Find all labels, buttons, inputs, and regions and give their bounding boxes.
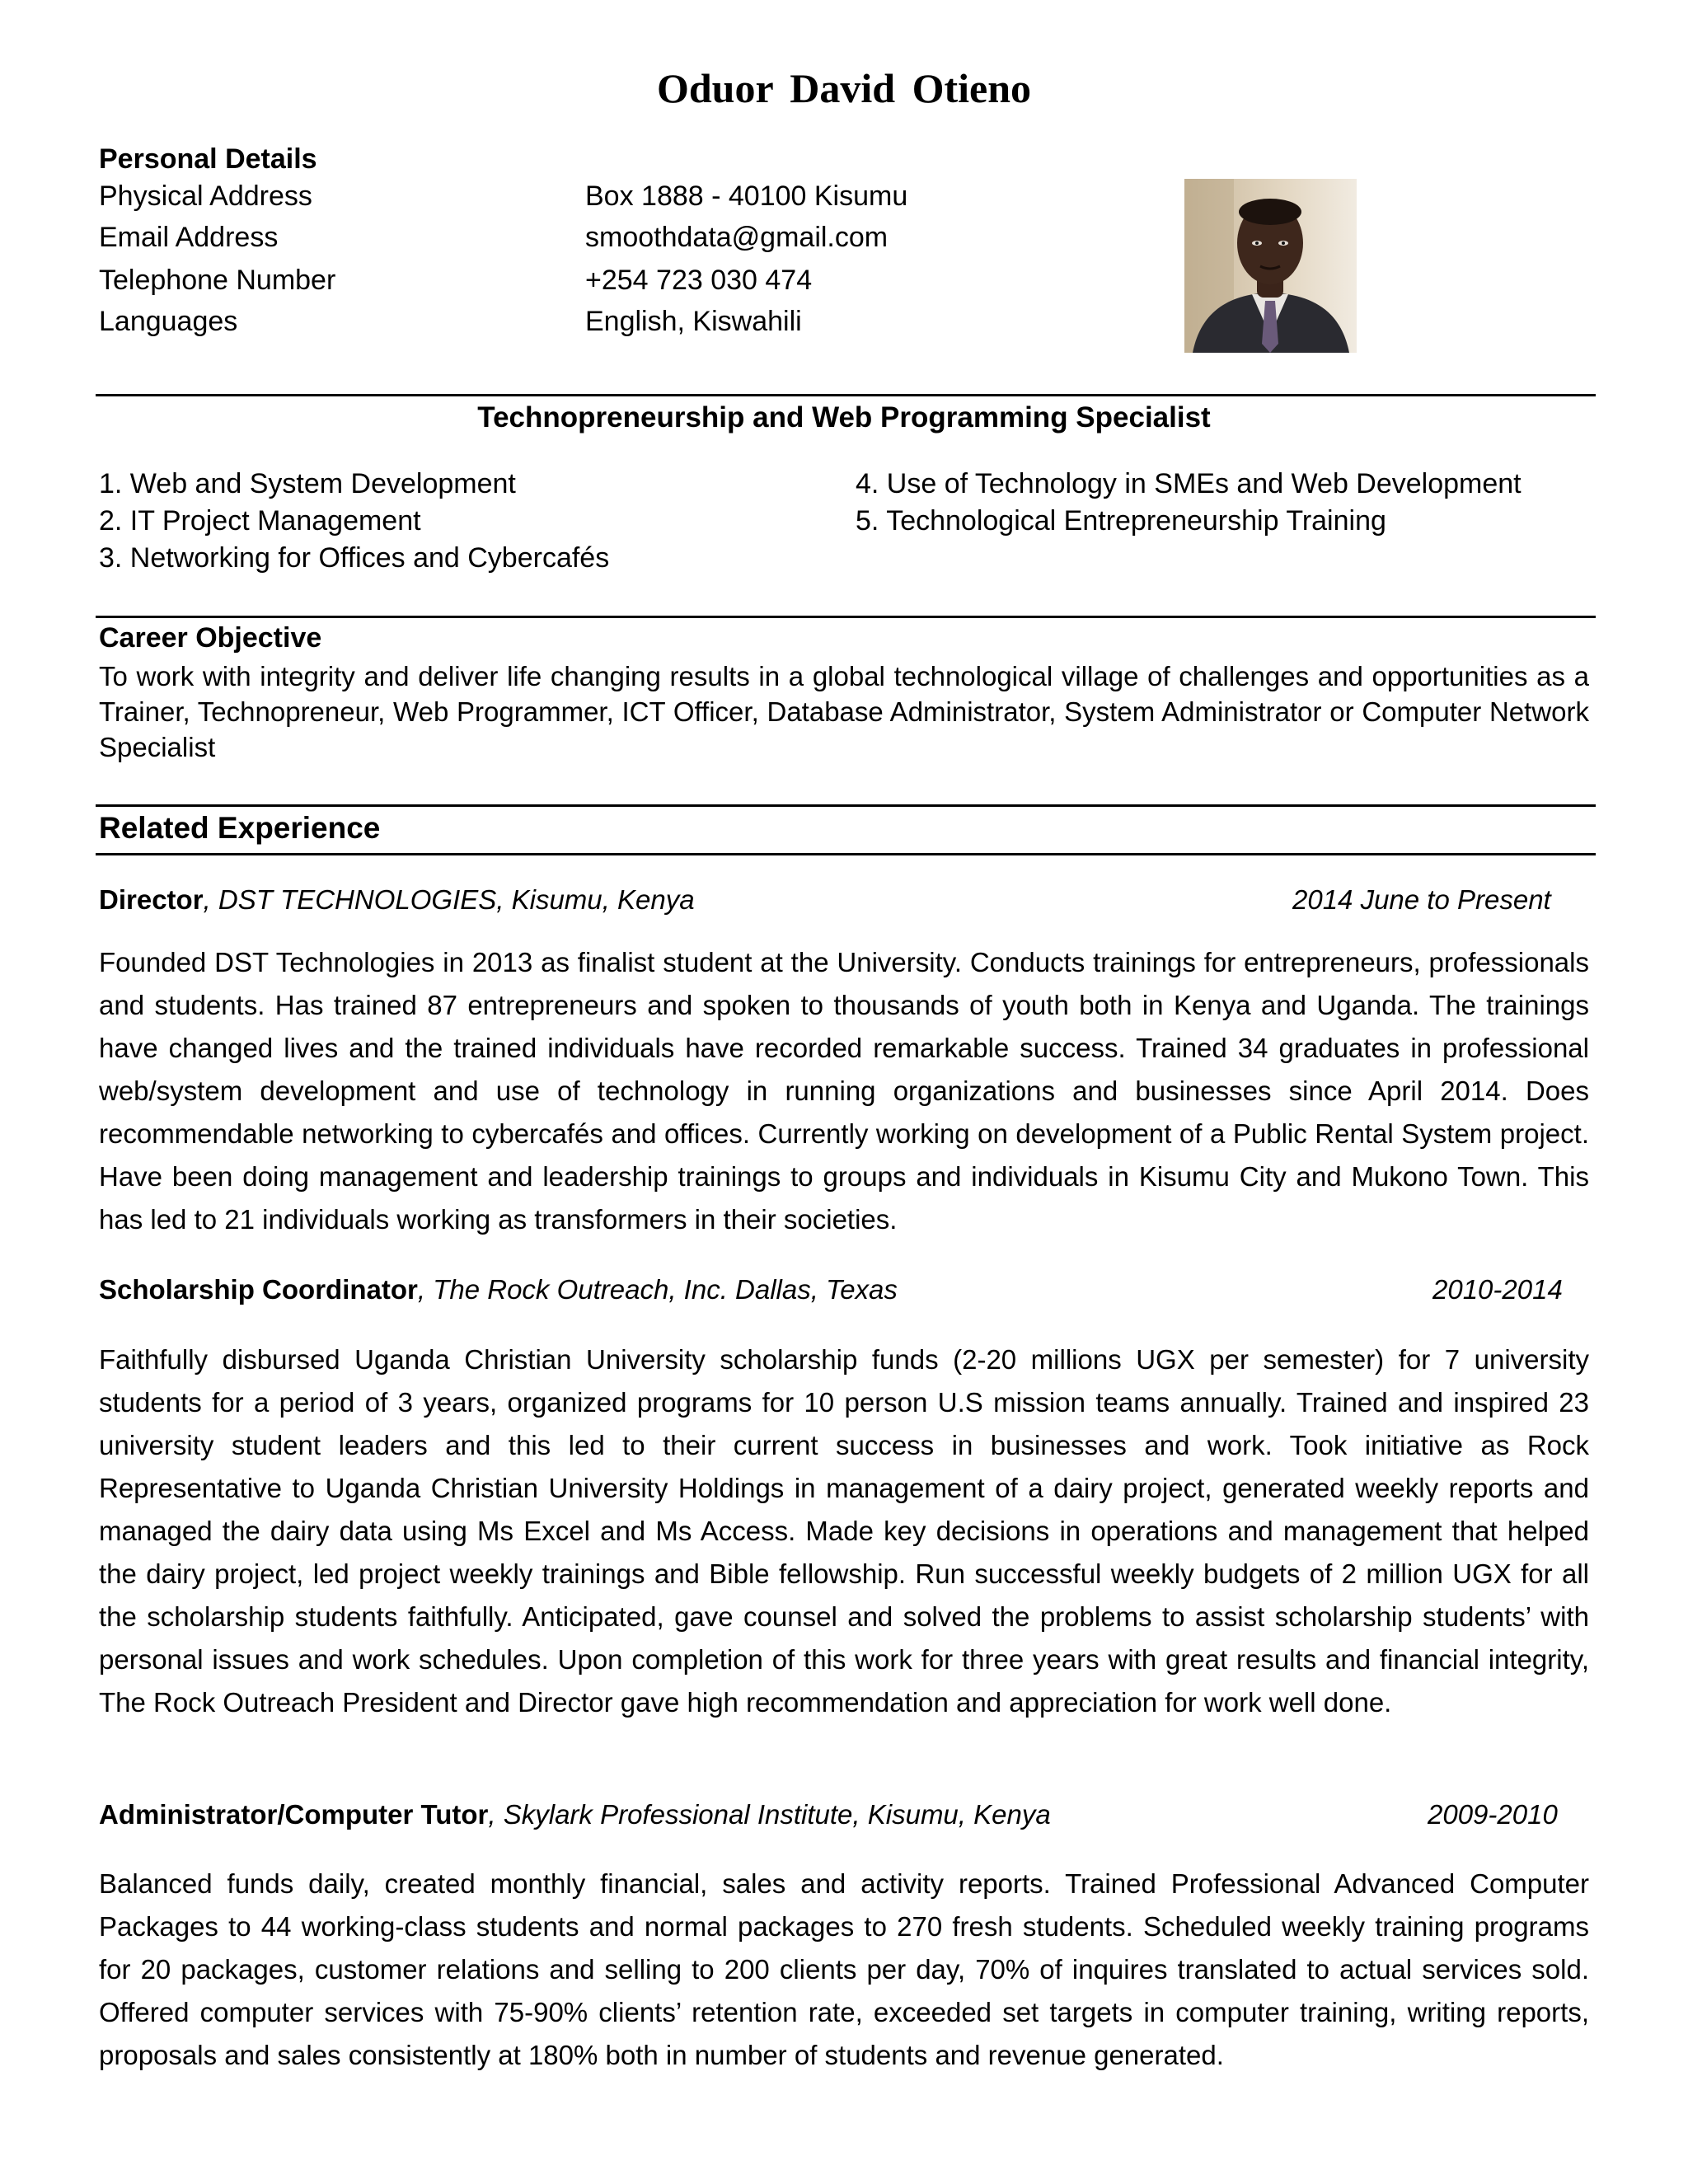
skill-item: 3. Networking for Offices and Cybercafés [99,542,610,574]
skill-item: 5. Technological Entrepreneurship Training [856,505,1386,537]
job-organization: , Skylark Professional Institute, Kisumu, Kenya [488,1799,1051,1830]
candidate-name: Oduor David Otieno [656,65,1032,111]
divider-rule [96,804,1596,807]
related-experience-title: Related Experience [99,811,381,845]
job-organization: , DST TECHNOLOGIES, Kisumu, Kenya [203,884,695,915]
job-role: Scholarship Coordinator [99,1274,418,1305]
job-dates: 2009-2010 [1428,1799,1558,1830]
job-description: Balanced funds daily, created monthly financial, sales and activity reports. Trained Professional Advanced Computer Packages to 44 working-class students and normal packages to 270 fresh students. Scheduled weekly training programs for 20 packages, customer relations and selling to 200 clients per day, 70% of inquires translated to actual services sold. Offered computer services with 75-90% clients’ retention rate, exceeded set targets in computer training, writing reports, proposals and sales consistently at 180% both in number of students and revenue generated. [99,1868,1589,2070]
job-dates: 2014 June to Present [1292,884,1551,915]
email-address-value: smoothdata@gmail.com [585,222,889,253]
job-description: Founded DST Technologies in 2013 as finalist student at the University. Conducts trainings for entrepreneurs, professionals and students. Has trained 87 entrepreneurs and spoken to thousands of youth both in Kenya and Uganda. The trainings have changed lives and the trained individuals have recorded remarkable success. Trained 34 graduates in professional web/system development and use of technology in running organizations and businesses since April 2014. Does recommendable networking to cybercafés and offices. Currently working on development of a Public Rental System project. Have been doing management and leadership trainings to groups and individuals in Kisumu City and Mukono Town. This has led to 21 individuals working as transformers in their societies. [99,947,1589,1235]
career-objective-title: Career Objective [99,622,322,654]
telephone-number-value: +254 723 030 474 [585,265,813,296]
physical-address-label: Physical Address [99,180,312,212]
skill-item: 2. IT Project Management [99,505,421,537]
skill-item: 4. Use of Technology in SMEs and Web Development [856,468,1522,499]
divider-rule [96,394,1596,396]
job-role: Director [99,884,204,915]
career-objective-text: To work with integrity and deliver life changing results in a global technological village of challenges and opportunities as a Trainer, Technopreneur, Web Programmer, ICT Officer, Database Administrator, System Administrator or Computer Network Specialist [99,661,1589,762]
job-role: Administrator/Computer Tutor [99,1799,489,1830]
profile-photo [1184,179,1357,353]
skill-item: 1. Web and System Development [99,468,516,499]
divider-rule [96,853,1596,855]
job-organization: , The Rock Outreach, Inc. Dallas, Texas [417,1274,898,1305]
job-dates: 2010-2014 [1432,1274,1563,1305]
job-description: Faithfully disbursed Uganda Christian University scholarship funds (2-20 millions UGX per semester) for 7 university students for a period of 3 years, organized programs for 10 person U.S mission teams annually. Trained and inspired 23 university student leaders and this led to their current success in businesses and work. Took initiative as Rock Representative to Uganda Christian University Holdings in management of a dairy project, generated weekly reports and managed the dairy data using Ms Excel and Ms Access. Made key decisions in operations and management that helped the dairy project, led project weekly trainings and Bible fellowship. Run successful weekly budgets of 2 million UGX for all the scholarship students faithfully. Anticipated, gave counsel and solved the problems to assist scholarship students’ with personal issues and work schedules. Upon completion of this work for three years with great results and financial integrity, The Rock Outreach President and Director gave high recommendation and appreciation for work well done. [99,1344,1589,1718]
languages-value: English, Kiswahili [585,306,802,337]
job-heading [99,1274,898,1305]
specialty-title: Technopreneurship and Web Programming Specialist [477,401,1211,434]
personal-details-title: Personal Details [99,143,317,175]
divider-rule [96,616,1596,618]
job-heading [99,884,695,916]
email-address-label: Email Address [99,222,279,253]
job-heading [99,1799,1051,1830]
telephone-number-label: Telephone Number [99,265,336,296]
languages-label: Languages [99,306,238,337]
physical-address-value: Box 1888 - 40100 Kisumu [585,180,908,212]
